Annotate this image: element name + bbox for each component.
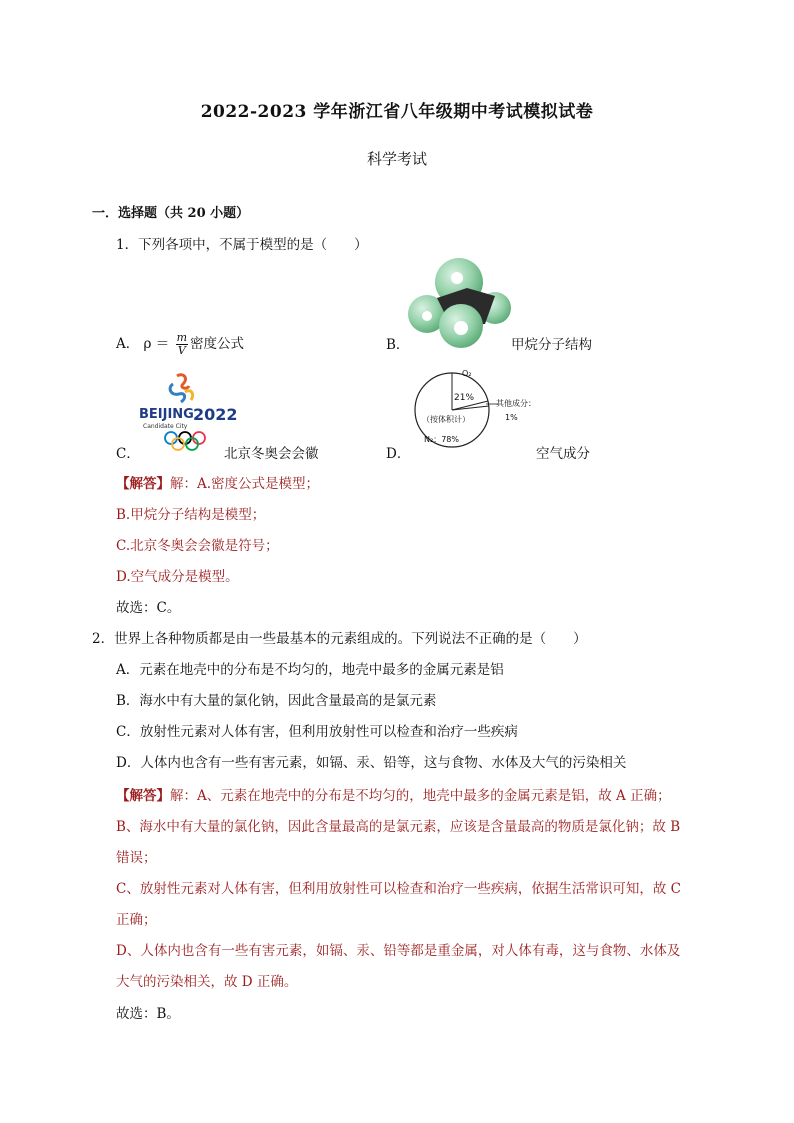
pie-o2-label: O₂ — [462, 369, 472, 378]
q2-option-a: A．元素在地壳中的分布是不均匀的，地壳中最多的金属元素是铝 — [116, 662, 504, 678]
q2-answer-choice: 故选：B。 — [116, 1006, 180, 1022]
pie-o2-pct: 21% — [454, 393, 475, 403]
fraction-denominator: V — [177, 344, 186, 357]
q2-answer-c-line2: 正确； — [116, 912, 157, 928]
density-symbol: ρ ＝ — [143, 336, 170, 352]
q2-answer-line-a — [116, 784, 671, 804]
density-fraction — [176, 332, 188, 357]
answer-tag: 【解答】 — [116, 788, 170, 804]
q1-answer-choice: 故选：C。 — [116, 600, 181, 616]
q2-option-c: C．放射性元素对人体有害，但利用放射性可以检查和治疗一些疾病 — [116, 724, 518, 740]
section-heading: 一．选择题（共 20 小题） — [92, 206, 250, 221]
pie-n2-label: N₂：78% — [424, 435, 459, 444]
q2-answer-b-line1: B、海水中有大量的氯化钠，因此含量最高的是氯元素，应该是含量最高的物质是氯化钠；故 B — [116, 819, 681, 835]
q2-option-d: D．人体内也含有一些有害元素，如镉、汞、铅等，这与食物、水体及大气的污染相关 — [116, 755, 627, 771]
q2-stem: 2．世界上各种物质都是由一些最基本的元素组成的。下列说法不正确的是（ ） — [92, 631, 587, 647]
q1-answer-line-a — [116, 472, 319, 492]
q2-answer-d-line2: 大气的污染相关，故 D 正确。 — [116, 974, 298, 990]
pie-center-label: （按体积计） — [422, 415, 470, 424]
emblem-year: 2022 — [193, 405, 238, 424]
q2-answer-a: 解：A、元素在地壳中的分布是不均匀的，地壳中最多的金属元素是铝，故 A 正确； — [170, 788, 671, 804]
pie-other-pct: 1% — [505, 413, 518, 422]
answer-tag: 【解答】 — [116, 476, 170, 492]
q1-stem: 1．下列各项中，不属于模型的是（ ） — [116, 237, 368, 253]
q1-option-b-label: B． — [386, 337, 410, 353]
q1-option-a — [116, 332, 244, 357]
q2-answer-b-line2: 错误； — [116, 850, 157, 866]
q1-answer-line-c: C.北京冬奥会会徽是符号； — [116, 538, 279, 554]
methane-model-image — [405, 256, 513, 350]
emblem-tagline: Candidate City — [143, 423, 188, 430]
q1-option-a-label: A． — [116, 336, 140, 352]
q2-answer-c-line1: C、放射性元素对人体有害，但利用放射性可以检查和治疗一些疾病，依据生活常识可知，故 C — [116, 881, 681, 897]
q1-option-c-text: 北京冬奥会会徽 — [224, 446, 319, 462]
olympic-rings-icon — [165, 432, 205, 450]
q1-option-b-text: 甲烷分子结构 — [511, 337, 592, 353]
exam-subtitle: 科学考试 — [366, 150, 427, 168]
q1-answer-line-b: B.甲烷分子结构是模型； — [116, 507, 266, 523]
exam-title: 2022-2023 学年浙江省八年级期中考试模拟试卷 — [200, 102, 594, 122]
q1-option-d-text: 空气成分 — [536, 446, 590, 462]
q2-answer-d-line1: D、人体内也含有一些有害元素，如镉、汞、铅等都是重金属，对人体有毒，这与食物、水体及 — [116, 943, 681, 959]
pie-other-label: 其他成分： — [496, 399, 536, 408]
air-composition-pie — [410, 364, 550, 456]
q2-option-b: B．海水中有大量的氯化钠，因此含量最高的是氯元素 — [116, 693, 437, 709]
beijing-emblem-image — [133, 370, 238, 452]
emblem-wordmark: BEIJING — [139, 407, 194, 422]
q1-option-d-label: D． — [386, 446, 411, 462]
q1-option-c-label: C． — [116, 446, 140, 462]
fraction-numerator: m — [176, 331, 188, 344]
q1-option-a-text: 密度公式 — [190, 336, 245, 352]
q1-answer-line-d: D.空气成分是模型。 — [116, 569, 239, 585]
q1-answer-intro: 解：A.密度公式是模型； — [170, 476, 320, 492]
